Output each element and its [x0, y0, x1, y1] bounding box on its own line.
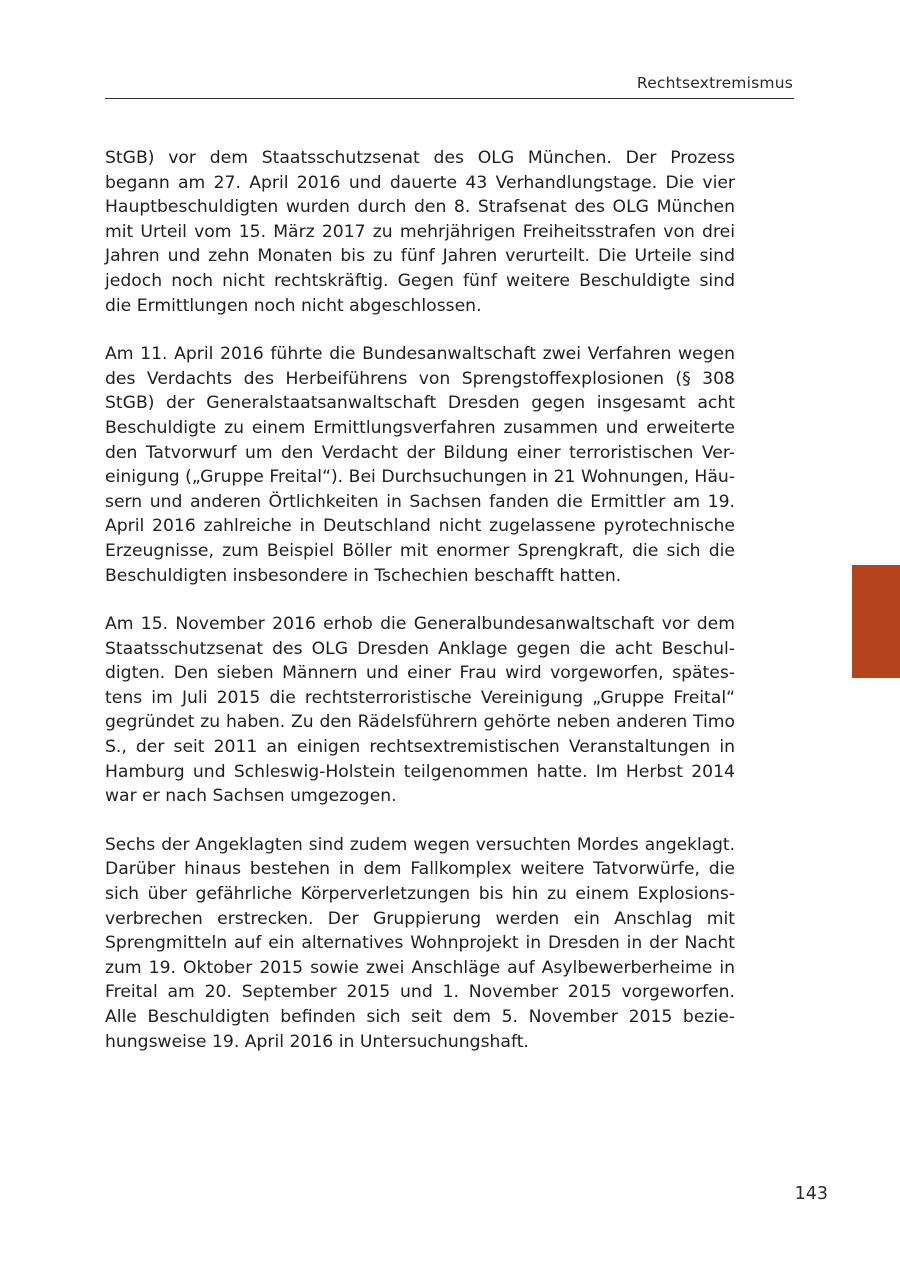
text-line: Hamburg und Schleswig-Holstein teilgenommen hatte. Im Herbst 2014 — [105, 761, 735, 782]
body-text — [105, 146, 735, 1078]
text-line: gegründet zu haben. Zu den Rädelsführern gehörte neben anderen Timo — [105, 712, 735, 733]
page-number: 143 — [794, 1184, 828, 1204]
text-line: Sprengmitteln auf ein alternatives Wohnprojekt in Dresden in der Nacht — [105, 933, 735, 954]
text-line: Am 15. November 2016 erhob die Generalbundesanwaltschaft vor dem — [105, 614, 735, 635]
section-tab-marker — [852, 565, 900, 678]
text-line: Darüber hinaus bestehen in dem Fallkomplex weitere Tatvorwürfe, die — [105, 859, 735, 880]
text-line: Beschuldigte zu einem Ermittlungsverfahren zusammen und erweiterte — [105, 417, 735, 438]
text-line: einigung („Gruppe Freital“). Bei Durchsuchungen in 21 Wohnungen, Häu- — [105, 467, 735, 488]
text-line: April 2016 zahlreiche in Deutschland nicht zugelassene pyrotechnische — [105, 516, 735, 537]
text-line: sich über gefährliche Körperverletzungen bis hin zu einem Explosions- — [105, 884, 735, 905]
paragraph — [105, 146, 735, 318]
text-line: digten. Den sieben Männern und einer Frau wird vorgeworfen, spätes- — [105, 663, 735, 684]
text-line: mit Urteil vom 15. März 2017 zu mehrjährigen Freiheitsstrafen von drei — [105, 221, 735, 242]
text-line: jedoch noch nicht rechtskräftig. Gegen fünf weitere Beschuldigte sind — [105, 270, 735, 291]
text-line: Freital am 20. September 2015 und 1. November 2015 vorgeworfen. — [105, 982, 735, 1003]
text-line: Beschuldigten insbesondere in Tschechien beschafft hatten. — [105, 565, 622, 586]
text-line: hungsweise 19. April 2016 in Untersuchungshaft. — [105, 1031, 529, 1052]
text-line: Jahren und zehn Monaten bis zu fünf Jahren verurteilt. Die Urteile sind — [105, 246, 735, 267]
text-line: S., der seit 2011 an einigen rechtsextremistischen Veranstaltungen in — [105, 737, 735, 758]
text-line: Alle Beschuldigten befinden sich seit dem 5. November 2015 bezie- — [105, 1007, 735, 1027]
text-line: Erzeugnisse, zum Beispiel Böller mit enormer Sprengkraft, die sich die — [105, 540, 735, 561]
text-line: des Verdachts des Herbeiführens von Sprengstoffexplosionen (§ 308 — [105, 368, 735, 389]
text-line: begann am 27. April 2016 und dauerte 43 Verhandlungstage. Die vier — [105, 172, 735, 193]
header-rule — [105, 98, 794, 99]
text-line: die Ermittlungen noch nicht abgeschlossen. — [105, 295, 482, 316]
paragraph — [105, 833, 735, 1054]
text-line: tens im Juli 2015 die rechtsterroristische Vereinigung „Gruppe Freital“ — [105, 687, 735, 708]
paragraph — [105, 342, 735, 588]
text-line: StGB) vor dem Staatsschutzsenat des OLG München. Der Prozess — [105, 148, 735, 168]
text-line: Am 11. April 2016 führte die Bundesanwaltschaft zwei Verfahren wegen — [105, 344, 735, 365]
running-header-title: Rechtsextremismus — [636, 74, 793, 92]
text-line: StGB) der Generalstaatsanwaltschaft Dresden gegen insgesamt acht — [105, 393, 735, 414]
text-line: sern und anderen Örtlichkeiten in Sachsen fanden die Ermittler am 19. — [105, 491, 735, 512]
paragraph — [105, 612, 735, 809]
text-line: war er nach Sachsen umgezogen. — [105, 786, 397, 807]
text-line: verbrechen erstrecken. Der Gruppierung werden ein Anschlag mit — [105, 908, 735, 929]
text-line: Staatsschutzsenat des OLG Dresden Anklage gegen die acht Beschul- — [105, 638, 735, 659]
text-line: Sechs der Angeklagten sind zudem wegen versuchten Mordes angeklagt. — [105, 834, 735, 855]
text-line: Hauptbeschuldigten wurden durch den 8. Strafsenat des OLG München — [105, 197, 735, 218]
text-line: zum 19. Oktober 2015 sowie zwei Anschläge auf Asylbewerberheime in — [105, 957, 735, 978]
text-line: den Tatvorwurf um den Verdacht der Bildung einer terroristischen Ver- — [105, 442, 735, 463]
